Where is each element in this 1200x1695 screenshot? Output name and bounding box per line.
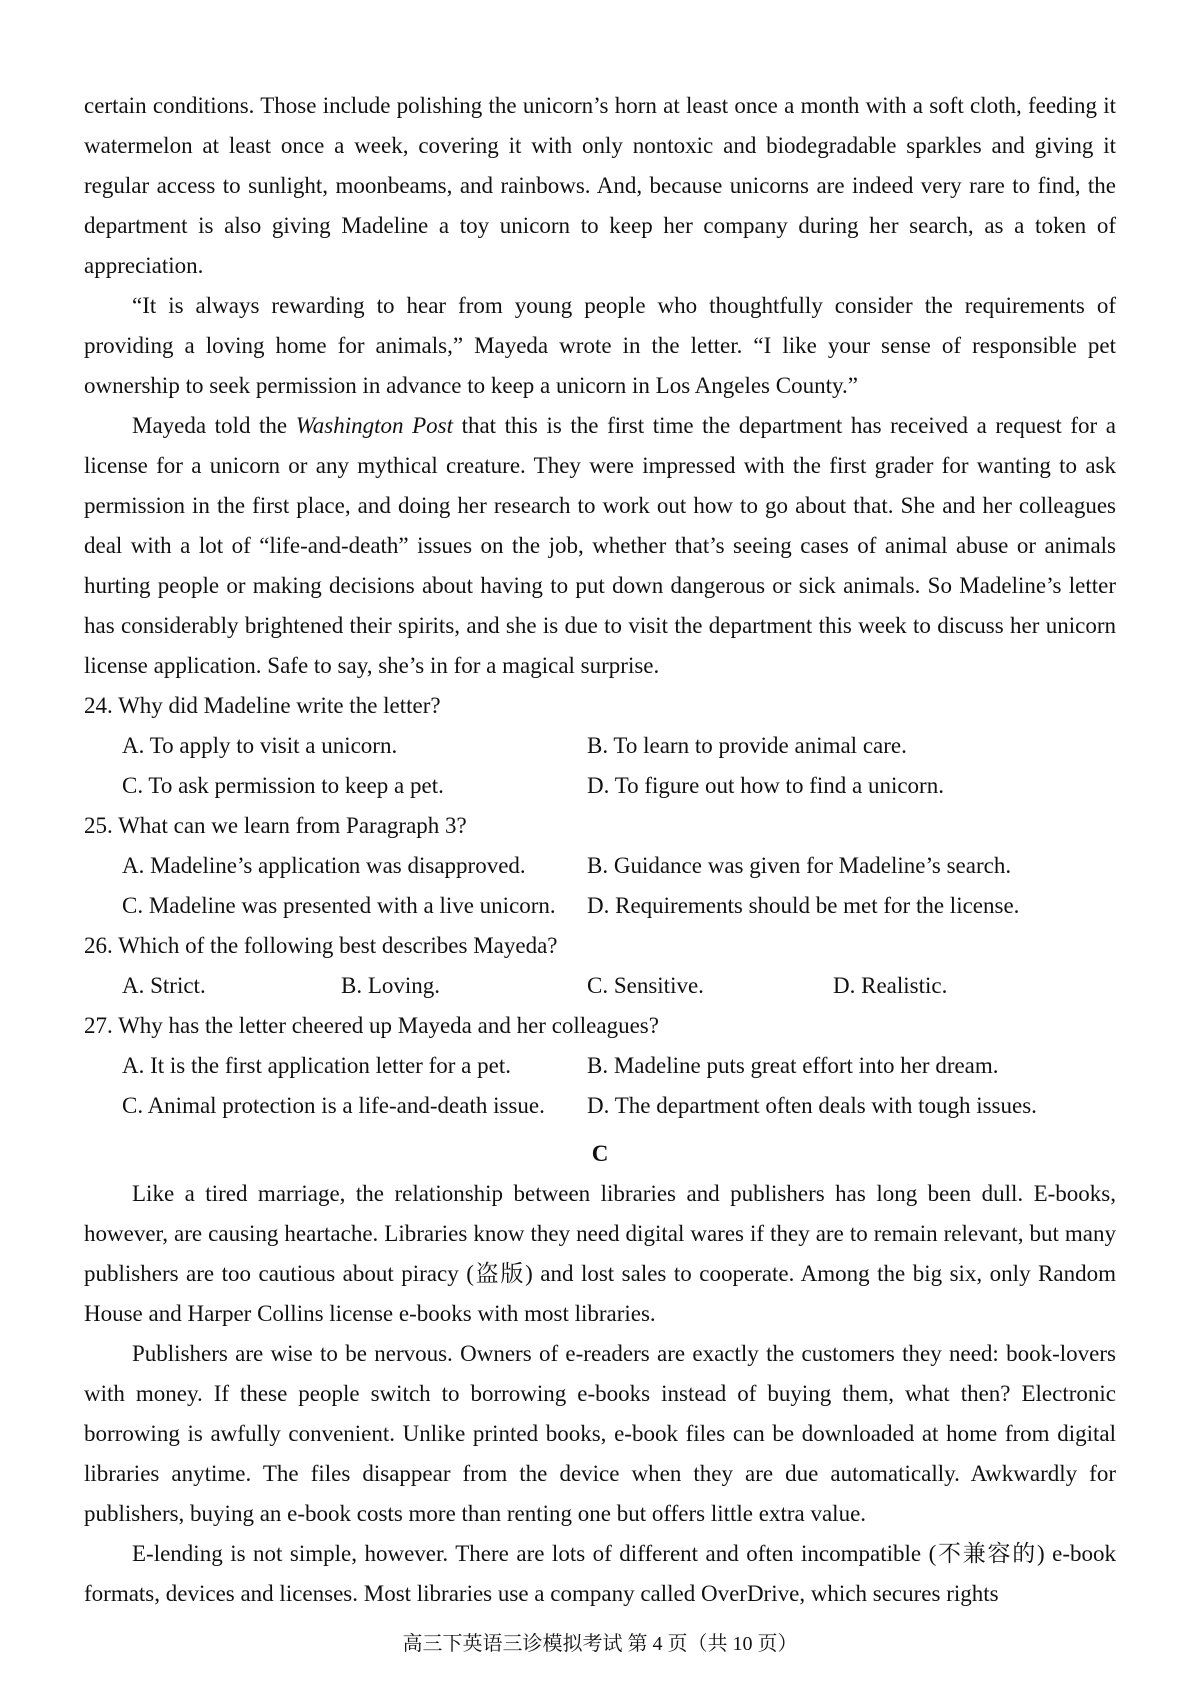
option-a: A. It is the first application letter for a pet. (122, 1053, 511, 1078)
answer-options (84, 966, 1116, 1006)
question-27 (84, 1006, 1116, 1126)
option-d: D. Realistic. (833, 973, 948, 998)
exam-page (84, 86, 1116, 1614)
option-b: B. Madeline puts great effort into her dream. (587, 1053, 999, 1078)
answer-options (84, 846, 1116, 926)
option-a: A. Madeline’s application was disapproved. (122, 853, 526, 878)
option-b: B. Guidance was given for Madeline’s search. (587, 853, 1012, 878)
option-c: C. To ask permission to keep a pet. (122, 773, 444, 798)
question-stem: 26. Which of the following best describes Mayeda? (84, 933, 558, 958)
passage-c-paragraph-1: Like a tired marriage, the relationship between libraries and publishers has long been dull. E-books, however, are causing heartache. Libraries know they need digital wares if they are to remain relevant, but many publishers are too cautious about piracy (盗版) and lost sales to cooperate. Among the big six, only Random House and Harper Collins license e-books with most libraries. (84, 1181, 1116, 1326)
answer-options (84, 726, 1116, 806)
newspaper-title: Washington Post (295, 413, 453, 438)
option-b: B. To learn to provide animal care. (587, 733, 907, 758)
option-d: D. The department often deals with tough issues. (587, 1093, 1037, 1118)
section-heading: C (591, 1141, 609, 1166)
question-24 (84, 686, 1116, 806)
passage-c-paragraph-2: Publishers are wise to be nervous. Owners of e-readers are exactly the customers they need: book-lovers with money. If these people switch to borrowing e-books instead of buying them, what then? Electronic borrowing is awfully convenient. Unlike printed books, e-book files can be downloaded at home from digital libraries anytime. The files disappear from the device when they are due automatically. Awkwardly for publishers, buying an e-book costs more than renting one but offers little extra value. (84, 1341, 1116, 1526)
option-a: A. Strict. (122, 973, 206, 998)
option-c: C. Sensitive. (587, 973, 704, 998)
question-26 (84, 926, 1116, 1006)
question-stem: 27. Why has the letter cheered up Mayeda and her colleagues? (84, 1013, 659, 1038)
passage-b-paragraph-1: certain conditions. Those include polishing the unicorn’s horn at least once a month with a soft cloth, feeding it watermelon at least once a week, covering it with only nontoxic and biodegradable sparkles and giving it regular access to sunlight, moonbeams, and rainbows. And, because unicorns are indeed very rare to find, the department is also giving Madeline a toy unicorn to keep her company during her search, as a token of appreciation. (84, 93, 1116, 278)
option-c: C. Animal protection is a life-and-death issue. (122, 1093, 545, 1118)
option-d: D. To figure out how to find a unicorn. (587, 773, 944, 798)
passage-b-paragraph-2: “It is always rewarding to hear from young people who thoughtfully consider the requirements of providing a loving home for animals,” Mayeda wrote in the letter. “I like your sense of responsible pet ownership to seek permission in advance to keep a unicorn in Los Angeles County.” (84, 293, 1116, 398)
paragraph-3-rest: that this is the first time the department has received a request for a license for a unicorn or any mythical creature. They were impressed with the first grader for wanting to ask permission in the first place, and doing her research to work out how to go about that. She and her colleagues deal with a lot of “life-and-death” issues on the job, whether that’s seeing cases of animal abuse or animals hurting people or making decisions about having to put down dangerous or sick animals. So Madeline’s letter has considerably brightened their spirits, and she is due to visit the department this week to discuss her unicorn license application. Safe to say, she’s in for a magical surprise. (84, 413, 1116, 678)
option-d: D. Requirements should be met for the license. (587, 893, 1020, 918)
passage-c-paragraph-3: E-lending is not simple, however. There are lots of different and often incompatible (不兼容的) e-book formats, devices and licenses. Most libraries use a company called OverDrive, which secures rights (84, 1541, 1116, 1606)
page-footer: 高三下英语三诊模拟考试 第 4 页（共 10 页） (402, 1633, 798, 1655)
option-a: A. To apply to visit a unicorn. (122, 733, 398, 758)
option-c: C. Madeline was presented with a live unicorn. (122, 893, 556, 918)
answer-options (84, 1046, 1116, 1126)
option-b: B. Loving. (341, 973, 441, 998)
passage-b-paragraph-3 (84, 406, 1116, 686)
question-25 (84, 806, 1116, 926)
question-stem: 25. What can we learn from Paragraph 3? (84, 813, 467, 838)
question-stem: 24. Why did Madeline write the letter? (84, 693, 441, 718)
paragraph-3-start: Mayeda told the (132, 413, 296, 438)
